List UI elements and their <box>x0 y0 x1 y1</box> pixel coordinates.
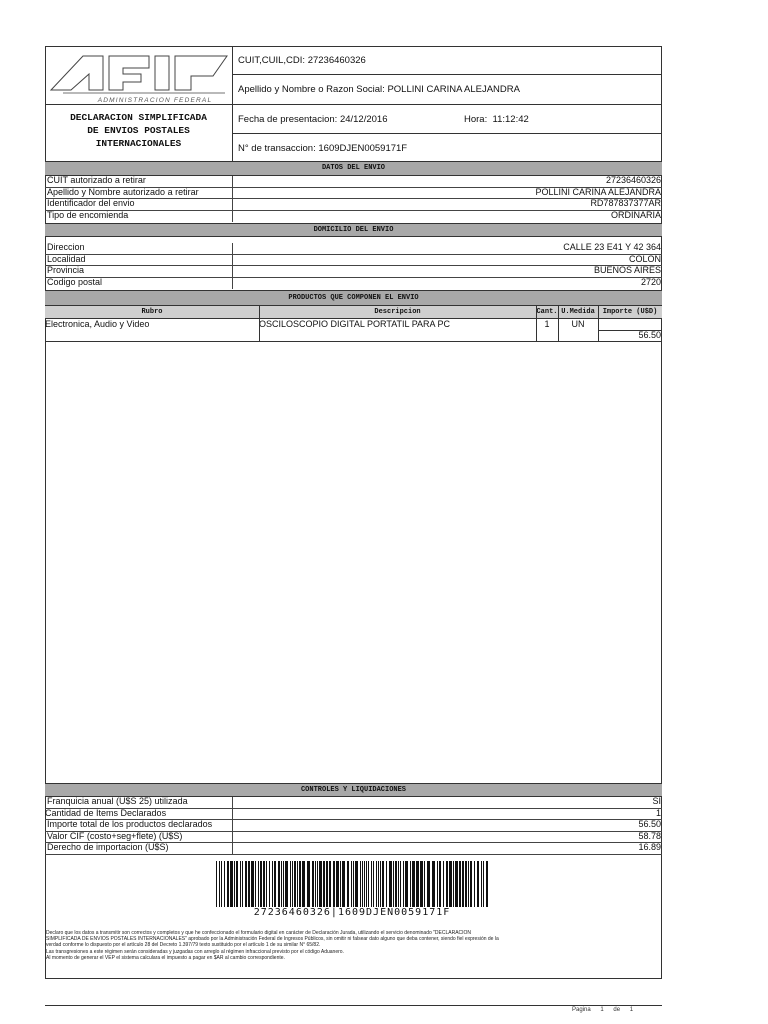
barcode-bar <box>317 861 318 907</box>
barcode-bar <box>439 861 441 907</box>
title-line-2: DE ENVIOS POSTALES <box>87 125 190 136</box>
barcode-bar <box>342 861 345 907</box>
page-indicator <box>572 1007 633 1013</box>
barcode-bar <box>477 861 479 907</box>
cuit-row <box>233 46 662 75</box>
barcode-bar <box>302 861 305 907</box>
barcode-bar <box>263 861 265 907</box>
kv-row <box>45 278 662 290</box>
barcode-bar <box>412 861 415 907</box>
legal-line: verdad conforme lo dispuesto por el artículo 28 del Decreto 1.397/79 texto sustituido por el artículo 1 de su similar N° 65/82. <box>46 942 321 949</box>
barcode-bar <box>378 861 379 907</box>
barcode-bar <box>371 861 372 907</box>
page-label: Pagina <box>572 1007 591 1013</box>
barcode-bar <box>416 861 419 907</box>
barcode-bar <box>382 861 384 907</box>
col-umedida-header: U.Medida <box>561 308 595 316</box>
date-label: Fecha de presentacion: <box>238 113 338 125</box>
cell-importe: 56.50 <box>638 330 661 340</box>
barcode-bar <box>465 861 467 907</box>
barcode-bar <box>468 861 469 907</box>
kv-label: Direccion <box>47 242 85 252</box>
kv-label: CUIT autorizado a retirar <box>47 175 146 185</box>
barcode-bar <box>481 861 482 907</box>
barcode-bar <box>278 861 280 907</box>
date-row <box>233 105 662 134</box>
barcode-bar <box>427 861 430 907</box>
barcode-bar <box>486 861 488 907</box>
kv-row <box>45 243 662 255</box>
cell-cant: 1 <box>544 319 550 329</box>
barcode-bar <box>294 861 296 907</box>
barcode-bar <box>297 861 298 907</box>
col-cant-header: Cant. <box>536 308 558 316</box>
kv-label: Tipo de encomienda <box>47 209 129 220</box>
name-row <box>233 75 662 105</box>
barcode-bar <box>326 861 328 907</box>
barcode-bar <box>376 861 377 907</box>
barcode-bar <box>446 861 448 907</box>
kv-label: Importe total de los productos declarados <box>47 819 213 829</box>
barcode-text: 27236460326|1609DJEN0059171F <box>253 907 451 918</box>
barcode-bar <box>224 861 225 907</box>
kv-value: SI <box>652 796 661 806</box>
barcode-bar <box>362 861 363 907</box>
kv-value: CALLE 23 E41 Y 42 364 <box>563 242 661 252</box>
barcode-bar <box>221 861 222 907</box>
time-value: 11:12:42 <box>492 113 529 125</box>
kv-label: Apellido y Nombre autorizado a retirar <box>47 186 199 197</box>
page-number: 1 <box>600 1007 604 1013</box>
date-value: 24/12/2016 <box>339 113 388 125</box>
name-value: POLLINI CARINA ALEJANDRA <box>387 84 520 95</box>
barcode-bar <box>251 861 254 907</box>
barcode-bar <box>299 861 301 907</box>
legal-disclaimer <box>46 930 660 961</box>
barcode-bar <box>483 861 484 907</box>
transaction-row <box>233 134 662 162</box>
barcode-bar <box>323 861 325 907</box>
kv-value: 1 <box>655 807 661 818</box>
barcode-bar <box>236 861 238 907</box>
footer-rule <box>45 1005 662 1006</box>
barcode-bar <box>449 861 452 907</box>
barcode-bar <box>333 861 335 907</box>
col-importe-header: Importe (U$D) <box>602 308 658 316</box>
afip-logo <box>45 46 233 105</box>
transaction-value: 1609DJEN0059171F <box>318 142 408 154</box>
page-total: 1 <box>629 1007 634 1013</box>
col-descripcion-header: Descripcion <box>374 308 421 316</box>
document-title <box>45 105 233 161</box>
cell-rubro: Electronica, Audio y Video <box>45 319 150 329</box>
kv-value: ORDINARIA <box>610 209 661 220</box>
barcode-bar <box>373 861 374 907</box>
barcode-bar <box>432 861 435 907</box>
barcode-bar <box>410 861 411 907</box>
barcode-bar <box>258 861 259 907</box>
kv-value: 27236460326 <box>605 175 661 185</box>
kv-row <box>45 211 662 223</box>
kv-label: Codigo postal <box>47 276 103 287</box>
barcode-bar <box>347 861 349 907</box>
legal-line: Declaro que los datos a transmitir son correctos y completos y que he confeccionado el formulario digital en carácter de Declaración Jurada, utilizando el servicio denominado "DECLARACION <box>46 930 472 936</box>
name-label: Apellido y Nombre o Razon Social: <box>238 84 385 95</box>
kv-value: 16.89 <box>638 842 661 852</box>
barcode <box>214 861 490 907</box>
barcode-bar <box>437 861 438 907</box>
kv-value: 2720 <box>640 276 661 287</box>
barcode-bar <box>283 861 284 907</box>
barcode-bar <box>272 861 273 907</box>
legal-line: Las transgresiones a este régimen serán consideradas y juzgadas con arreglo al régimen infraccional previsto por el código Aduanero. <box>46 948 344 955</box>
barcode-bar <box>386 861 387 907</box>
table-row <box>45 319 662 342</box>
kv-row <box>45 255 662 267</box>
barcode-bar <box>234 861 235 907</box>
kv-label: Provincia <box>47 265 85 275</box>
kv-row <box>45 843 662 855</box>
barcode-bar <box>248 861 250 907</box>
barcode-bar <box>245 861 247 907</box>
barcode-bar <box>355 861 358 907</box>
cuit-value: 27236460326 <box>307 54 366 66</box>
barcode-bar <box>459 861 461 907</box>
barcode-bar <box>307 861 310 907</box>
barcode-bar <box>403 861 404 907</box>
barcode-bar <box>470 861 472 907</box>
kv-label: Franquicia anual (U$S 25) utilizada <box>47 796 188 806</box>
barcode-bar <box>380 861 381 907</box>
kv-row <box>45 266 662 278</box>
products-header-row <box>45 306 662 319</box>
time-label: Hora: <box>464 113 488 125</box>
barcode-bar <box>393 861 394 907</box>
col-divider <box>259 306 260 342</box>
barcode-bar <box>368 861 369 907</box>
barcode-bar <box>285 861 288 907</box>
barcode-bar <box>312 861 314 907</box>
barcode-bar <box>443 861 444 907</box>
barcode-bar <box>242 861 243 907</box>
time-block <box>464 114 529 125</box>
title-line-1: DECLARACION SIMPLIFICADA <box>70 112 207 123</box>
barcode-bar <box>230 861 233 907</box>
barcode-bar <box>474 861 475 907</box>
logo-subtitle: ADMINISTRACION FEDERAL <box>97 97 213 104</box>
section-datos-envio: DATOS DEL ENVIO <box>45 161 662 176</box>
cell-umedida: UN <box>571 319 585 329</box>
title-line-3: INTERNACIONALES <box>95 138 182 149</box>
barcode-bars <box>214 861 490 907</box>
barcode-bar <box>424 861 425 907</box>
of-label: de <box>613 1007 621 1013</box>
barcode-bar <box>336 861 339 907</box>
section-productos: PRODUCTOS QUE COMPONEN EL ENVIO <box>45 290 662 306</box>
barcode-bar <box>319 861 322 907</box>
barcode-bar <box>269 861 270 907</box>
kv-label: Valor CIF (costo+seg+flete) (U$S) <box>47 830 183 841</box>
barcode-bar <box>290 861 291 907</box>
col-divider <box>558 306 559 342</box>
logo-area <box>45 46 233 105</box>
legal-line: SIMPLIFICADA DE ENVIOS POSTALES INTERNACIONALES" aprobado por la Administración Federal de Ingresos Públicos, sin omitir ni falsear dato alguno que deba contener, siendo fiel expresión de la <box>46 936 499 943</box>
barcode-bar <box>400 861 401 907</box>
kv-value: 58.78 <box>638 830 661 841</box>
barcode-bar <box>351 861 352 907</box>
barcode-bar <box>353 861 354 907</box>
barcode-bar <box>405 861 408 907</box>
barcode-bar <box>227 861 229 907</box>
transaction-label: N° de transaccion: <box>238 142 316 154</box>
kv-label: Cantidad de Items Declarados <box>45 807 167 818</box>
kv-row <box>45 199 662 211</box>
barcode-bar <box>216 861 217 907</box>
kv-value: COLON <box>628 253 661 264</box>
col-divider <box>598 306 599 342</box>
kv-label: Derecho de importacion (U$S) <box>47 842 169 852</box>
barcode-bar <box>281 861 282 907</box>
cell-descripcion: OSCILOSCOPIO DIGITAL PORTATIL PARA PC <box>259 319 451 329</box>
kv-value: RD787837377AR <box>590 198 661 208</box>
barcode-bar <box>219 861 220 907</box>
barcode-bar <box>260 861 262 907</box>
barcode-bar <box>462 861 464 907</box>
barcode-bar <box>315 861 316 907</box>
barcode-bar <box>292 861 293 907</box>
kv-value: BUENOS AIRES <box>593 265 661 275</box>
section-controles: CONTROLES Y LIQUIDACIONES <box>45 783 662 797</box>
barcode-bar <box>389 861 392 907</box>
kv-value: POLLINI CARINA ALEJANDRA <box>535 186 661 197</box>
barcode-bar <box>364 861 365 907</box>
barcode-bar <box>455 861 458 907</box>
kv-label: Identificador del envio <box>47 198 135 208</box>
barcode-bar <box>453 861 454 907</box>
legal-line: Al momento de generar el VEP el sistema calculara el impuesto a pagar en $AR al cambio correspondiente. <box>46 954 285 961</box>
kv-row <box>45 188 662 200</box>
barcode-bar <box>366 861 367 907</box>
cuit-label: CUIT,CUIL,CDI: <box>238 54 306 66</box>
barcode-bar <box>360 861 361 907</box>
kv-label: Localidad <box>47 253 86 264</box>
barcode-bar <box>395 861 397 907</box>
barcode-bar <box>255 861 256 907</box>
col-divider <box>536 306 537 342</box>
barcode-bar <box>240 861 241 907</box>
kv-value: 56.50 <box>638 819 661 829</box>
barcode-bar <box>398 861 399 907</box>
barcode-bar <box>274 861 276 907</box>
barcode-bar <box>266 861 267 907</box>
barcode-bar <box>420 861 423 907</box>
barcode-bar <box>329 861 331 907</box>
row-divider <box>598 330 662 331</box>
col-rubro-header: Rubro <box>141 308 163 316</box>
barcode-bar <box>340 861 341 907</box>
section-domicilio: DOMICILIO DEL ENVIO <box>45 223 662 237</box>
